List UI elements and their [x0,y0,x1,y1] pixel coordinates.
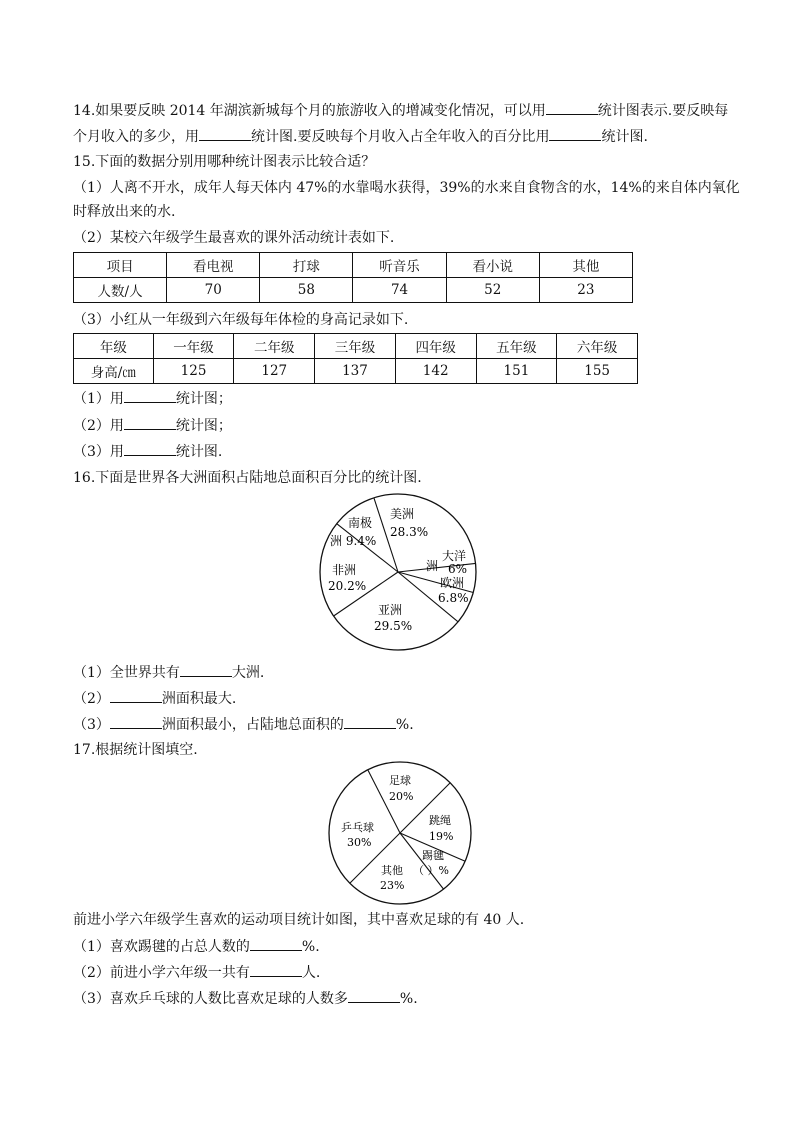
answer-suffix: 人. [301,965,321,981]
answer-blank[interactable] [348,988,400,1003]
q15-p1-line2: 时释放出来的水. [73,204,176,220]
q14-text: 个月收入的多少，用 [73,129,199,145]
continents-pie-chart [316,490,480,654]
answer-blank[interactable] [124,415,176,430]
pie-label: 29.5% [374,619,413,633]
q16-title: 16.下面是世界各大洲面积占陆地总面积百分比的统计图. [73,470,422,486]
table-cell: 五年级 [476,334,557,359]
q15-p2: （2）某校六年级学生最喜欢的课外活动统计表如下. [73,230,395,246]
q14-text: 统计图表示.要反映每 [597,103,729,119]
table-cell: 一年级 [153,334,234,359]
table-cell: 三年级 [315,334,396,359]
table-cell: 项目 [74,253,167,278]
pie-label: 欧洲 [440,576,465,590]
table-cell: 137 [315,359,396,384]
q17-description: 前进小学六年级学生喜欢的运动项目统计如图，其中喜欢足球的有 40 人. [73,912,525,928]
pie-label: 洲 9.4% [330,534,377,548]
answer-blank[interactable] [124,388,176,403]
q15-answer-3 [73,441,222,462]
answer-blank[interactable] [199,126,251,141]
table-cell: 年级 [74,334,154,359]
table-cell: 58 [260,278,353,303]
pie-label: 乒乓球 [341,821,374,834]
pie-label: 6.8% [438,591,469,605]
pie-label: 19% [429,830,454,843]
table-cell: 六年级 [557,334,638,359]
table-row [74,253,633,278]
answer-suffix: %. [301,939,320,955]
answer-text: 洲面积最小，占陆地总面积的 [161,717,344,733]
q15-answer-2 [73,415,232,436]
table-cell: 人数/人 [74,278,167,303]
pie-label: 跳绳 [429,814,451,827]
answer-blank[interactable] [124,441,176,456]
pie-label: 20.2% [328,579,367,593]
table-cell: 打球 [260,253,353,278]
table-cell: 142 [395,359,476,384]
table-cell: 看电视 [167,253,260,278]
pie-label: 大洋 [442,549,467,563]
q17-answer-3 [73,988,418,1009]
pie-label: 其他 [381,864,403,877]
pie-label: 踢毽 [422,849,444,862]
pie-label: 亚洲 [378,603,403,617]
table-cell: 身高/㎝ [74,359,154,384]
pie-label: 美洲 [390,507,415,521]
q17-title: 17.根据统计图填空. [73,742,198,758]
q16-answer-2 [73,688,236,709]
q14-line2 [73,126,648,147]
table-cell: 125 [153,359,234,384]
answer-blank[interactable] [110,714,162,729]
pie-label: 6% [448,562,468,576]
answer-suffix: %. [395,717,414,733]
answer-prefix: （1）全世界共有 [73,665,180,681]
table-cell: 155 [557,359,638,384]
table-cell: 74 [353,278,446,303]
answer-prefix: （3） [73,717,110,733]
activity-table [73,252,633,303]
answer-prefix: （1）喜欢踢毽的占总人数的 [73,939,250,955]
answer-blank[interactable] [180,662,232,677]
answer-blank[interactable] [549,126,601,141]
sports-pie-chart [325,758,475,908]
table-cell: 看小说 [446,253,539,278]
table-cell: 127 [234,359,315,384]
table-row [74,278,633,303]
table-cell: 70 [167,278,260,303]
q14-text: 统计图.要反映每个月收入占全年收入的百分比用 [251,129,550,145]
answer-suffix: 大洲. [231,665,265,681]
q15-title: 15.下面的数据分别用哪种统计图表示比较合适？ [73,154,376,170]
q16-answer-3 [73,714,414,735]
table-cell: 二年级 [234,334,315,359]
pie-label: 30% [347,836,372,849]
answer-prefix: （2） [73,691,110,707]
table-cell: 其他 [539,253,632,278]
q14-text: 14.如果要反映 2014 年湖滨新城每个月的旅游收入的增减变化情况，可以用 [73,103,546,119]
table-row [74,359,638,384]
pie-label: 南极 [348,516,373,530]
height-table [73,333,638,384]
answer-blank[interactable] [250,962,302,977]
pie-label: 20% [389,790,414,803]
answer-suffix: 统计图； [175,391,232,407]
table-row [74,334,638,359]
answer-prefix: （3）喜欢乒乓球的人数比喜欢足球的人数多 [73,991,348,1007]
q14-text: 统计图. [601,129,648,145]
table-cell: 四年级 [395,334,476,359]
q14-line1 [73,100,728,121]
q15-p3: （3）小红从一年级到六年级每年体检的身高记录如下. [73,312,409,328]
answer-suffix: 洲面积最大. [161,691,237,707]
answer-suffix: 统计图. [175,444,223,460]
q17-answer-2 [73,962,320,983]
pie-label: （ ）% [413,864,449,877]
pie-label: 23% [380,879,405,892]
answer-prefix: （1）用 [73,391,124,407]
q17-answer-1 [73,936,320,957]
answer-suffix: %. [399,991,418,1007]
table-cell: 23 [539,278,632,303]
table-cell: 听音乐 [353,253,446,278]
pie-label: 非洲 [332,563,357,577]
answer-prefix: （2）前进小学六年级一共有 [73,965,250,981]
q15-answer-1 [73,388,232,409]
answer-blank[interactable] [344,714,396,729]
pie-label: 足球 [389,774,411,787]
q15-p1-line1: （1）人离不开水，成年人每天体内 47%的水靠喝水获得，39%的水来自食物含的水，14%的来自体内氧化 [73,180,740,196]
q16-answer-1 [73,662,264,683]
answer-prefix: （2）用 [73,418,124,434]
pie-label: 28.3% [390,525,429,539]
table-cell: 151 [476,359,557,384]
answer-blank[interactable] [110,688,162,703]
answer-blank[interactable] [546,100,598,115]
answer-prefix: （3）用 [73,444,124,460]
table-cell: 52 [446,278,539,303]
answer-suffix: 统计图； [175,418,232,434]
pie-label: 洲 [426,559,439,573]
answer-blank[interactable] [250,936,302,951]
